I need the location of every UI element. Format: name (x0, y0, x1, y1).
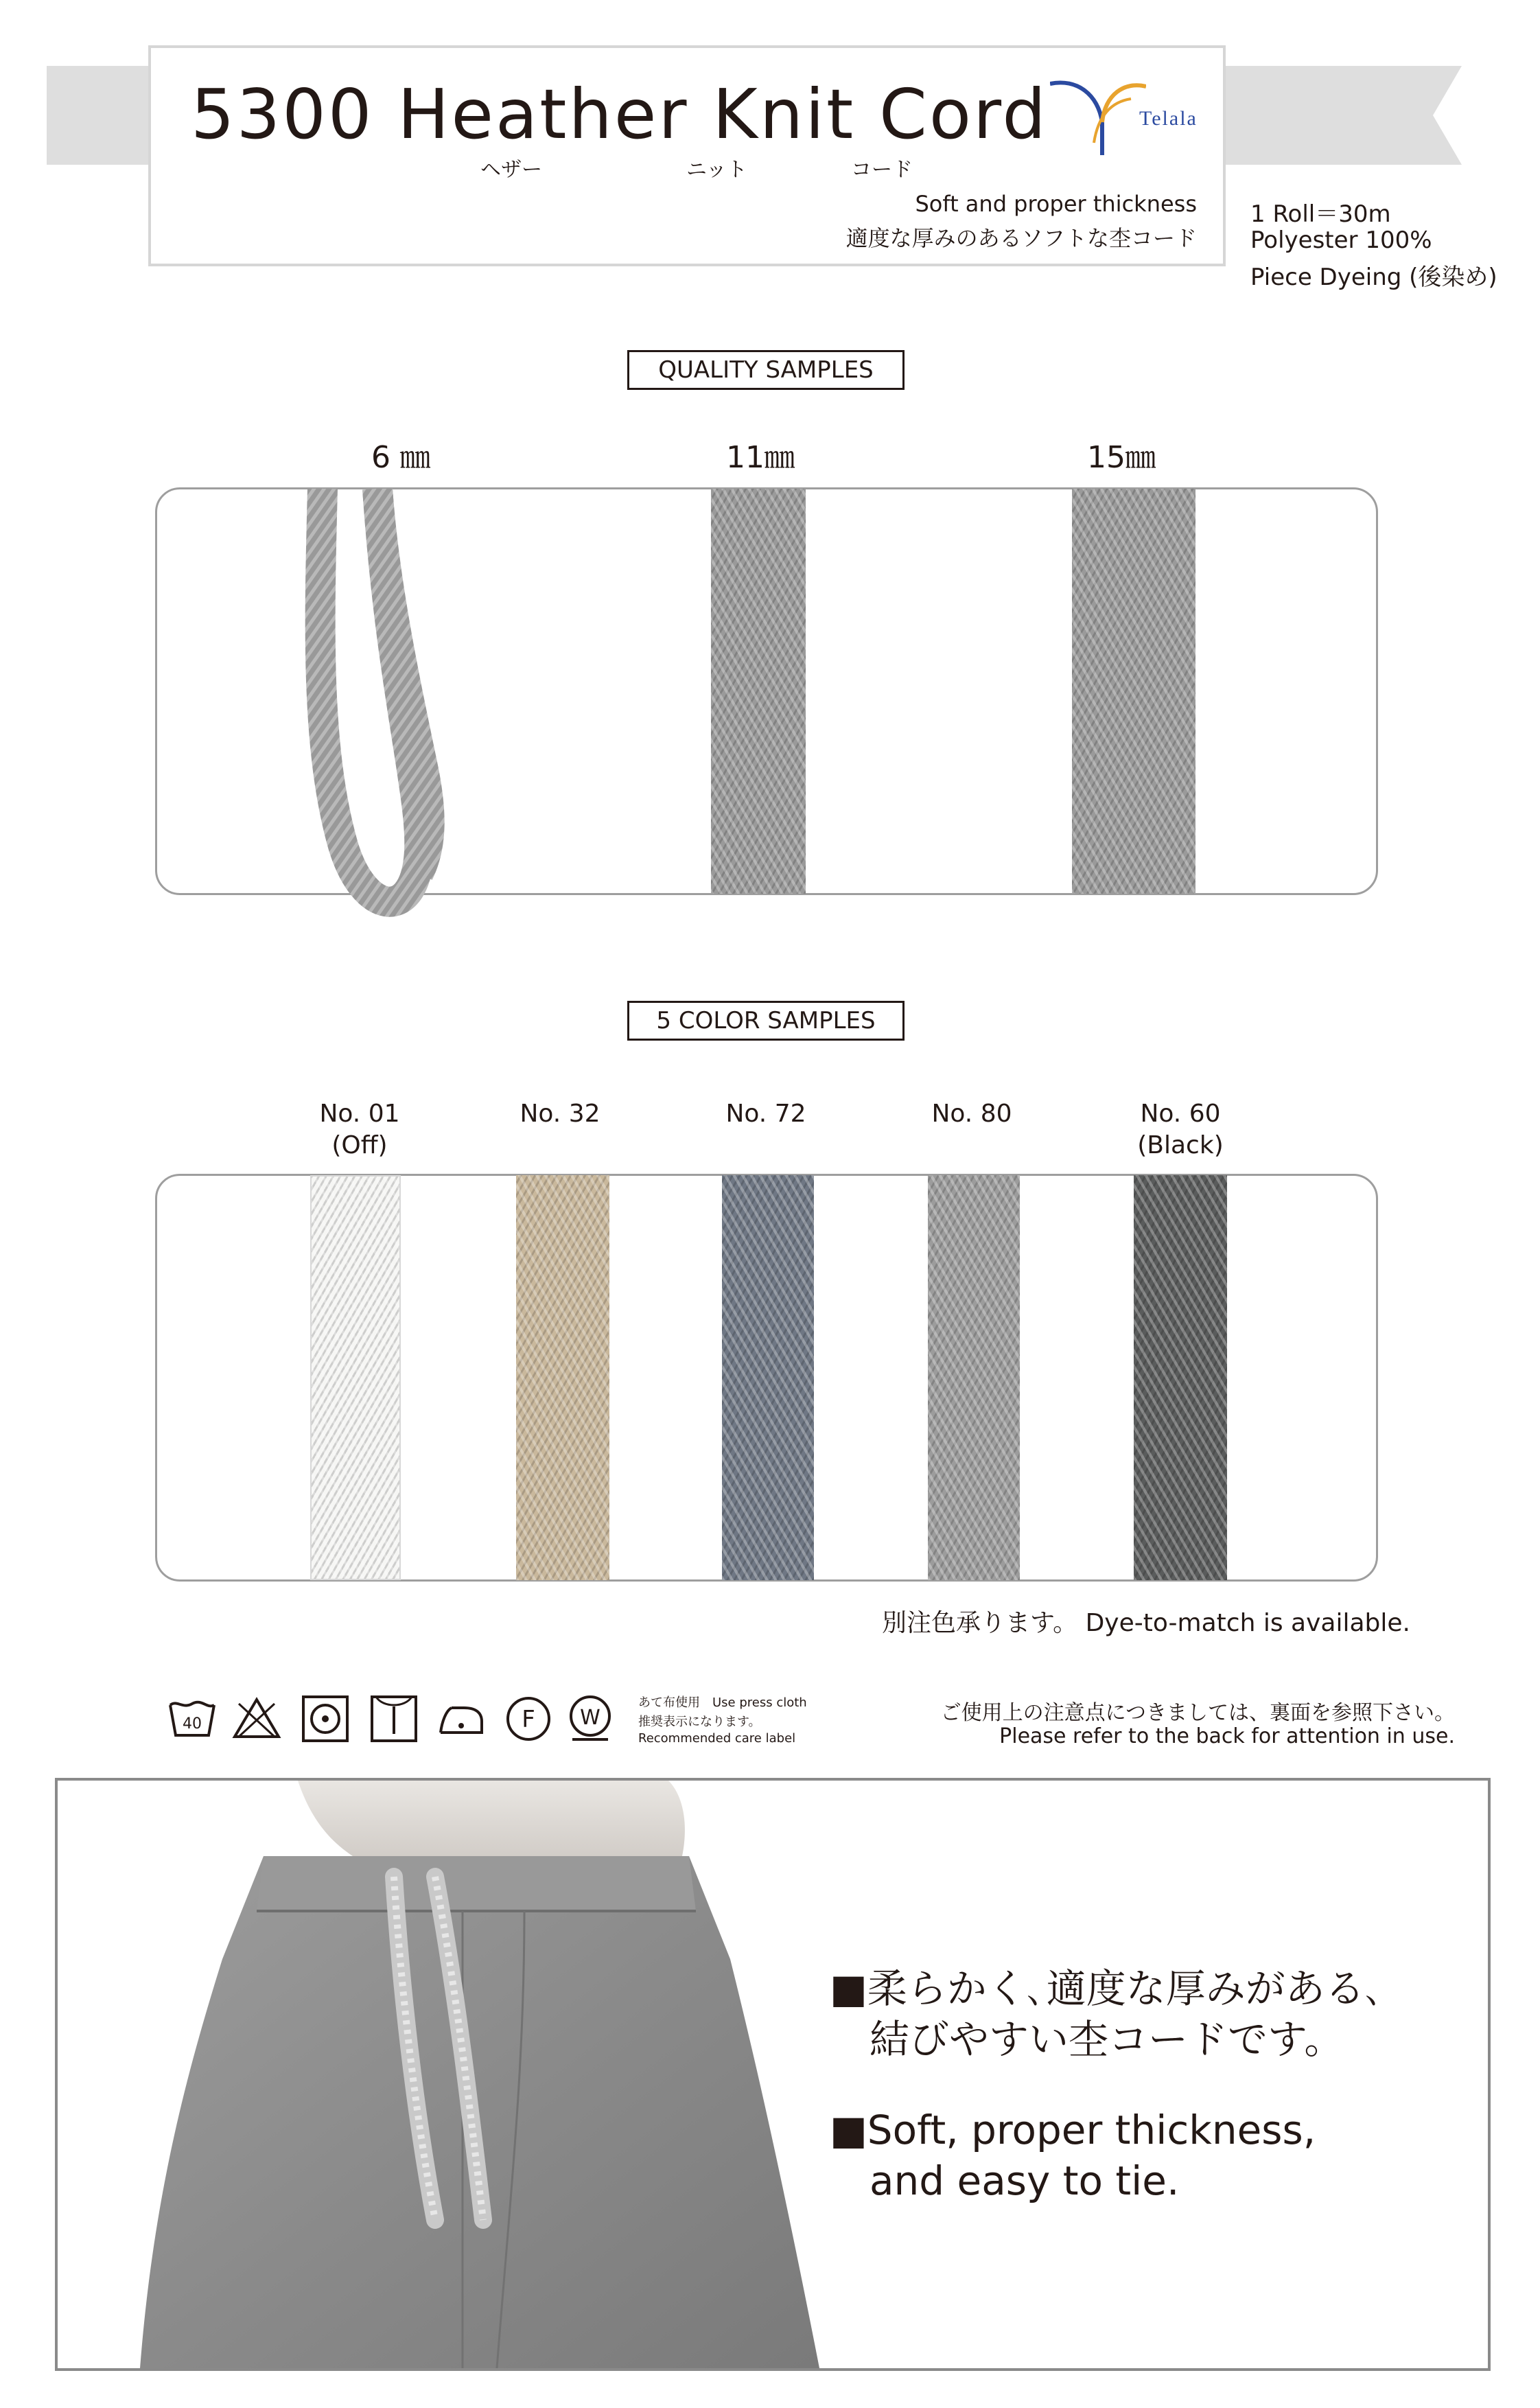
color-no: No. 80 (931, 1100, 1012, 1128)
product-title: 5300 Heather Knit Cord (191, 74, 1048, 154)
banner-ribbon-left (47, 66, 156, 165)
cord-sample-15mm (1072, 489, 1195, 894)
cord-sample-6mm (302, 489, 474, 925)
dry-clean-f-icon (504, 1694, 553, 1744)
svg-text:W: W (580, 1706, 600, 1730)
kana-knit: ニット (686, 158, 747, 182)
color-name: (Off) (331, 1131, 388, 1159)
tumble-dry-icon (301, 1694, 350, 1744)
color-no: No. 01 (319, 1100, 400, 1128)
color-label-01 (319, 1098, 399, 1161)
feature-en-line-1: ■Soft, proper thickness, (830, 2107, 1316, 2153)
color-no: No. 32 (520, 1100, 600, 1128)
product-photo-panel (55, 1778, 1491, 2371)
kana-heather: ヘザー (480, 158, 542, 182)
svg-text:40: 40 (183, 1715, 202, 1733)
kana-cord: コード (851, 158, 913, 182)
attention-japanese: ご使用上の注意点につきましては、裏面を参照下さい。 (940, 1701, 1455, 1725)
color-label-80 (931, 1098, 1012, 1130)
logo-wordmark: Telala (1139, 107, 1198, 130)
svg-text:F: F (522, 1706, 535, 1733)
spec-material: Polyester 100% (1250, 227, 1432, 254)
quality-samples-label: QUALITY SAMPLES (627, 350, 905, 390)
color-swatch-60 (1134, 1175, 1227, 1580)
spec-roll-length: 1 Roll＝30m (1250, 200, 1391, 228)
spec-dyeing: Piece Dyeing (後染め) (1250, 264, 1497, 291)
color-swatch-72 (722, 1175, 814, 1580)
color-label-32 (520, 1098, 600, 1130)
color-swatch-01 (310, 1175, 401, 1580)
telala-logo-icon (1050, 74, 1146, 157)
size-label-6mm: 6 ㎜ (371, 440, 430, 475)
no-bleach-icon (232, 1694, 281, 1744)
care-note-recommended-ja: 推奨表示になります。 (638, 1715, 761, 1729)
wash-40-icon (167, 1694, 217, 1744)
color-label-72 (725, 1098, 806, 1130)
cord-sample-11mm (711, 489, 806, 894)
color-label-60 (1137, 1098, 1224, 1161)
color-swatch-80 (928, 1175, 1020, 1580)
attention-english: Please refer to the back for attention in use. (999, 1724, 1455, 1748)
dye-to-match-note: 別注色承ります。 Dye-to-match is available. (882, 1609, 1410, 1637)
care-note-recommended-en: Recommended care label (638, 1731, 796, 1746)
care-note-press-cloth: あて布使用 Use press cloth (638, 1695, 807, 1710)
color-name: (Black) (1137, 1131, 1224, 1159)
feature-ja-line-2: 結びやすい杢コードです。 (830, 2016, 1344, 2063)
size-label-15mm: 15㎜ (1087, 440, 1156, 475)
wet-clean-w-icon (565, 1694, 615, 1744)
iron-low-icon (436, 1694, 486, 1744)
size-label-11mm: 11㎜ (726, 440, 795, 475)
line-dry-icon (369, 1694, 419, 1744)
color-swatch-32 (516, 1175, 609, 1580)
feature-en-line-2: and easy to tie. (830, 2157, 1180, 2204)
tagline-english: Soft and proper thickness (915, 191, 1197, 217)
color-no: No. 72 (725, 1100, 806, 1128)
feature-ja-line-1: ■柔らかく､適度な厚みがある､ (830, 1965, 1385, 2012)
banner-ribbon-right (1222, 66, 1462, 165)
color-samples-label: 5 COLOR SAMPLES (627, 1001, 905, 1041)
tagline-japanese: 適度な厚みのあるソフトな杢コード (845, 225, 1197, 251)
pants-photo-illustration (140, 1781, 847, 2368)
color-no: No. 60 (1140, 1100, 1221, 1128)
